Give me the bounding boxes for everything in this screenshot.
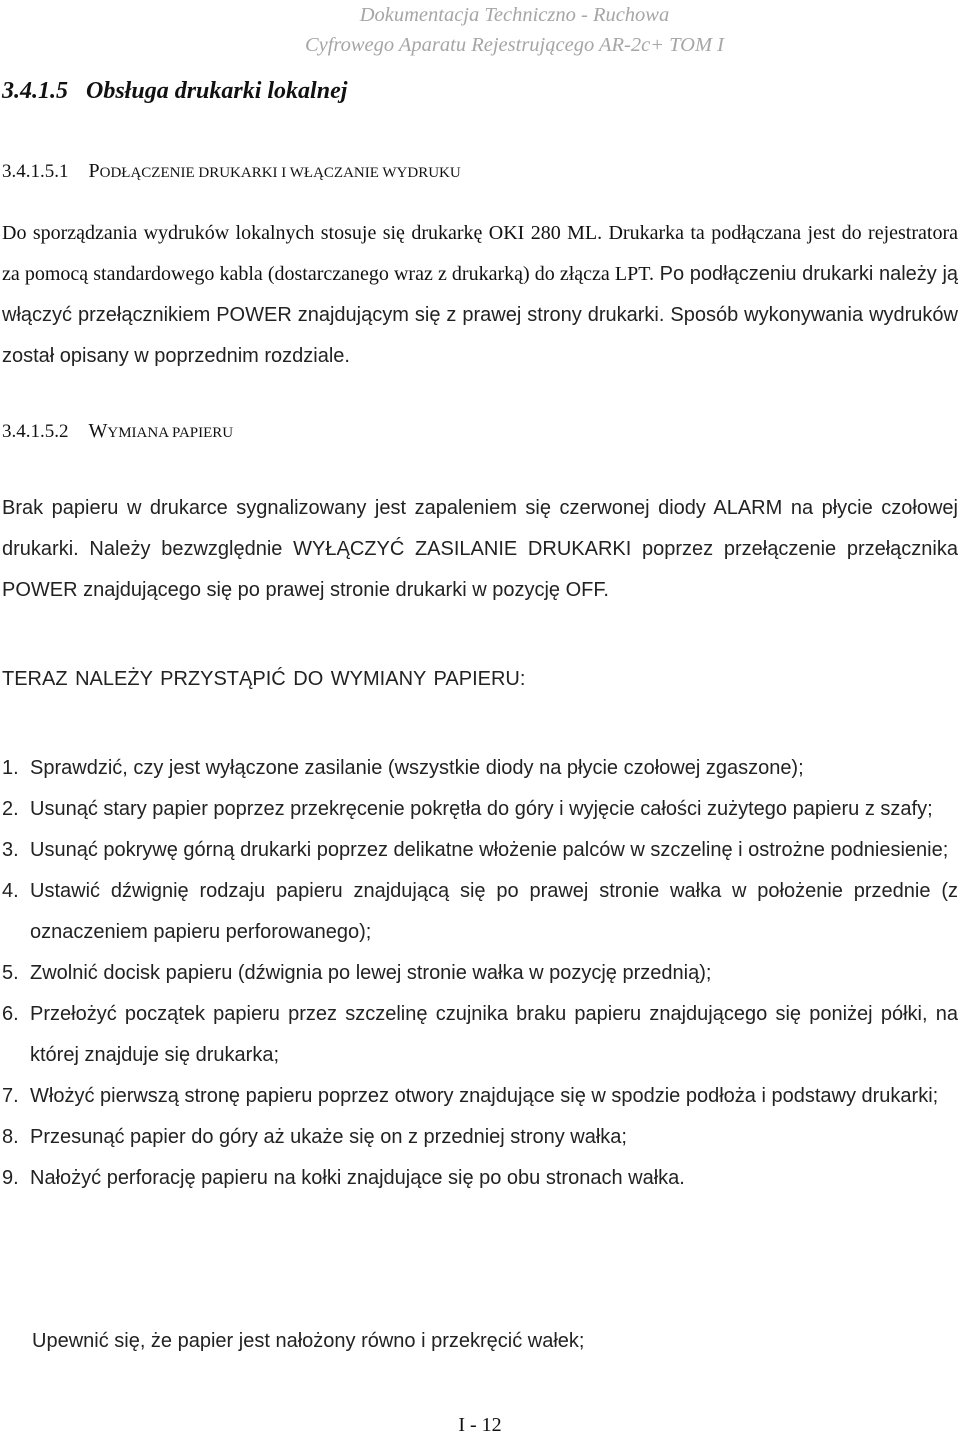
step-number: 9. (2, 1167, 19, 1189)
paragraph-printer-connection (2, 213, 958, 377)
subsection-title-initial-1: P (88, 160, 100, 182)
paragraph-paper-replacement: Brak papieru w drukarce sygnalizowany jest zapaleniem się czerwonej diody ALARM na płycie czołowej drukarki. Należy bezwzględnie WYŁĄCZYĆ ZASILANIE DRUKARKI poprzez przełączenie przełącznika POWER znajdującego się po prawej stronie drukarki w pozycję OFF. (2, 497, 958, 601)
section-number: 3.4.1.5 (2, 78, 68, 104)
list-item (2, 789, 958, 830)
list-item (2, 1117, 958, 1158)
subsection-heading-1 (2, 160, 461, 183)
notice-heading: TERAZ NALEŻY PRZYSTĄPIĆ DO WYMIANY PAPIERU: (2, 668, 526, 690)
closing-instruction: Upewnić się, że papier jest nałożony równo i przekręcić wałek; (32, 1330, 585, 1352)
header-title-line1: Dokumentacja Techniczno - Ruchowa (359, 4, 670, 26)
paragraph-1-sans-part: Po podłączeniu drukarki należy ją włączyć przełącznikiem POWER znajdującym się z prawej strony drukarki. Sposób wykonywania wydruków został opisany w poprzednim rozdziale. (2, 263, 959, 367)
step-text: Ustawić dźwignię rodzaju papieru znajdującą się po prawej stronie wałka w położenie przednie (z oznaczeniem papieru perforowanego); (30, 880, 958, 943)
list-item (2, 1158, 958, 1199)
step-number: 1. (2, 757, 19, 779)
section-heading (2, 78, 347, 105)
subsection-title-rest-1: ODŁĄCZENIE DRUKARKI I WŁĄCZANIE WYDRUKU (99, 165, 461, 181)
subsection-title-rest-2: YMIANA PAPIERU (107, 425, 234, 441)
section-title: Obsługa drukarki lokalnej (86, 78, 348, 104)
list-item (2, 871, 958, 953)
subsection-number-1: 3.4.1.5.1 (2, 161, 69, 182)
list-item (2, 1076, 958, 1117)
step-text: Przełożyć początek papieru przez szczelinę czujnika braku papieru znajdującego się poniżej półki, na której znajduje się drukarka; (30, 1003, 958, 1066)
step-text: Usunąć stary papier poprzez przekręcenie pokrętła do góry i wyjęcie całości zużytego papieru z szafy; (30, 798, 933, 820)
step-text: Usunąć pokrywę górną drukarki poprzez delikatne włożenie palców w szczelinę i ostrożne podniesienie; (30, 839, 949, 861)
step-number: 6. (2, 1003, 19, 1025)
step-text: Przesunąć papier do góry aż ukaże się on z przedniej strony wałka; (30, 1126, 627, 1148)
list-item (2, 748, 958, 789)
steps-list (2, 748, 958, 1199)
subsection-heading-2 (2, 420, 233, 443)
step-number: 2. (2, 798, 19, 820)
list-item (2, 994, 958, 1076)
subsection-number-2: 3.4.1.5.2 (2, 421, 69, 442)
step-number: 4. (2, 880, 19, 902)
list-item (2, 953, 958, 994)
page-number: I - 12 (458, 1414, 502, 1436)
header-title-line2: Cyfrowego Aparatu Rejestrującego AR-2c+ TOM I (304, 34, 724, 56)
list-item (2, 830, 958, 871)
paragraph-1-serif-part: Do sporządzania wydruków lokalnych stosuje się drukarkę OKI 280 ML. Drukarka ta podłączana jest do rejestratora za pomocą standardowego kabla (dostarczanego wraz z drukarką) do złącza LPT. (2, 222, 958, 285)
step-text: Nałożyć perforację papieru na kołki znajdujące się po obu stronach wałka. (30, 1167, 685, 1189)
step-text: Zwolnić docisk papieru (dźwignia po lewej stronie wałka w pozycję przednią); (30, 962, 712, 984)
step-number: 5. (2, 962, 19, 984)
page-footer (0, 1414, 960, 1437)
page-header (305, 0, 724, 60)
step-text: Włożyć pierwszą stronę papieru poprzez otwory znajdujące się w spodzie podłoża i podstawy drukarki; (30, 1085, 939, 1107)
subsection-title-initial-2: W (88, 420, 108, 442)
step-number: 8. (2, 1126, 19, 1148)
step-number: 3. (2, 839, 19, 861)
step-text: Sprawdzić, czy jest wyłączone zasilanie (wszystkie diody na płycie czołowej zgaszone); (30, 757, 804, 779)
step-number: 7. (2, 1085, 19, 1107)
